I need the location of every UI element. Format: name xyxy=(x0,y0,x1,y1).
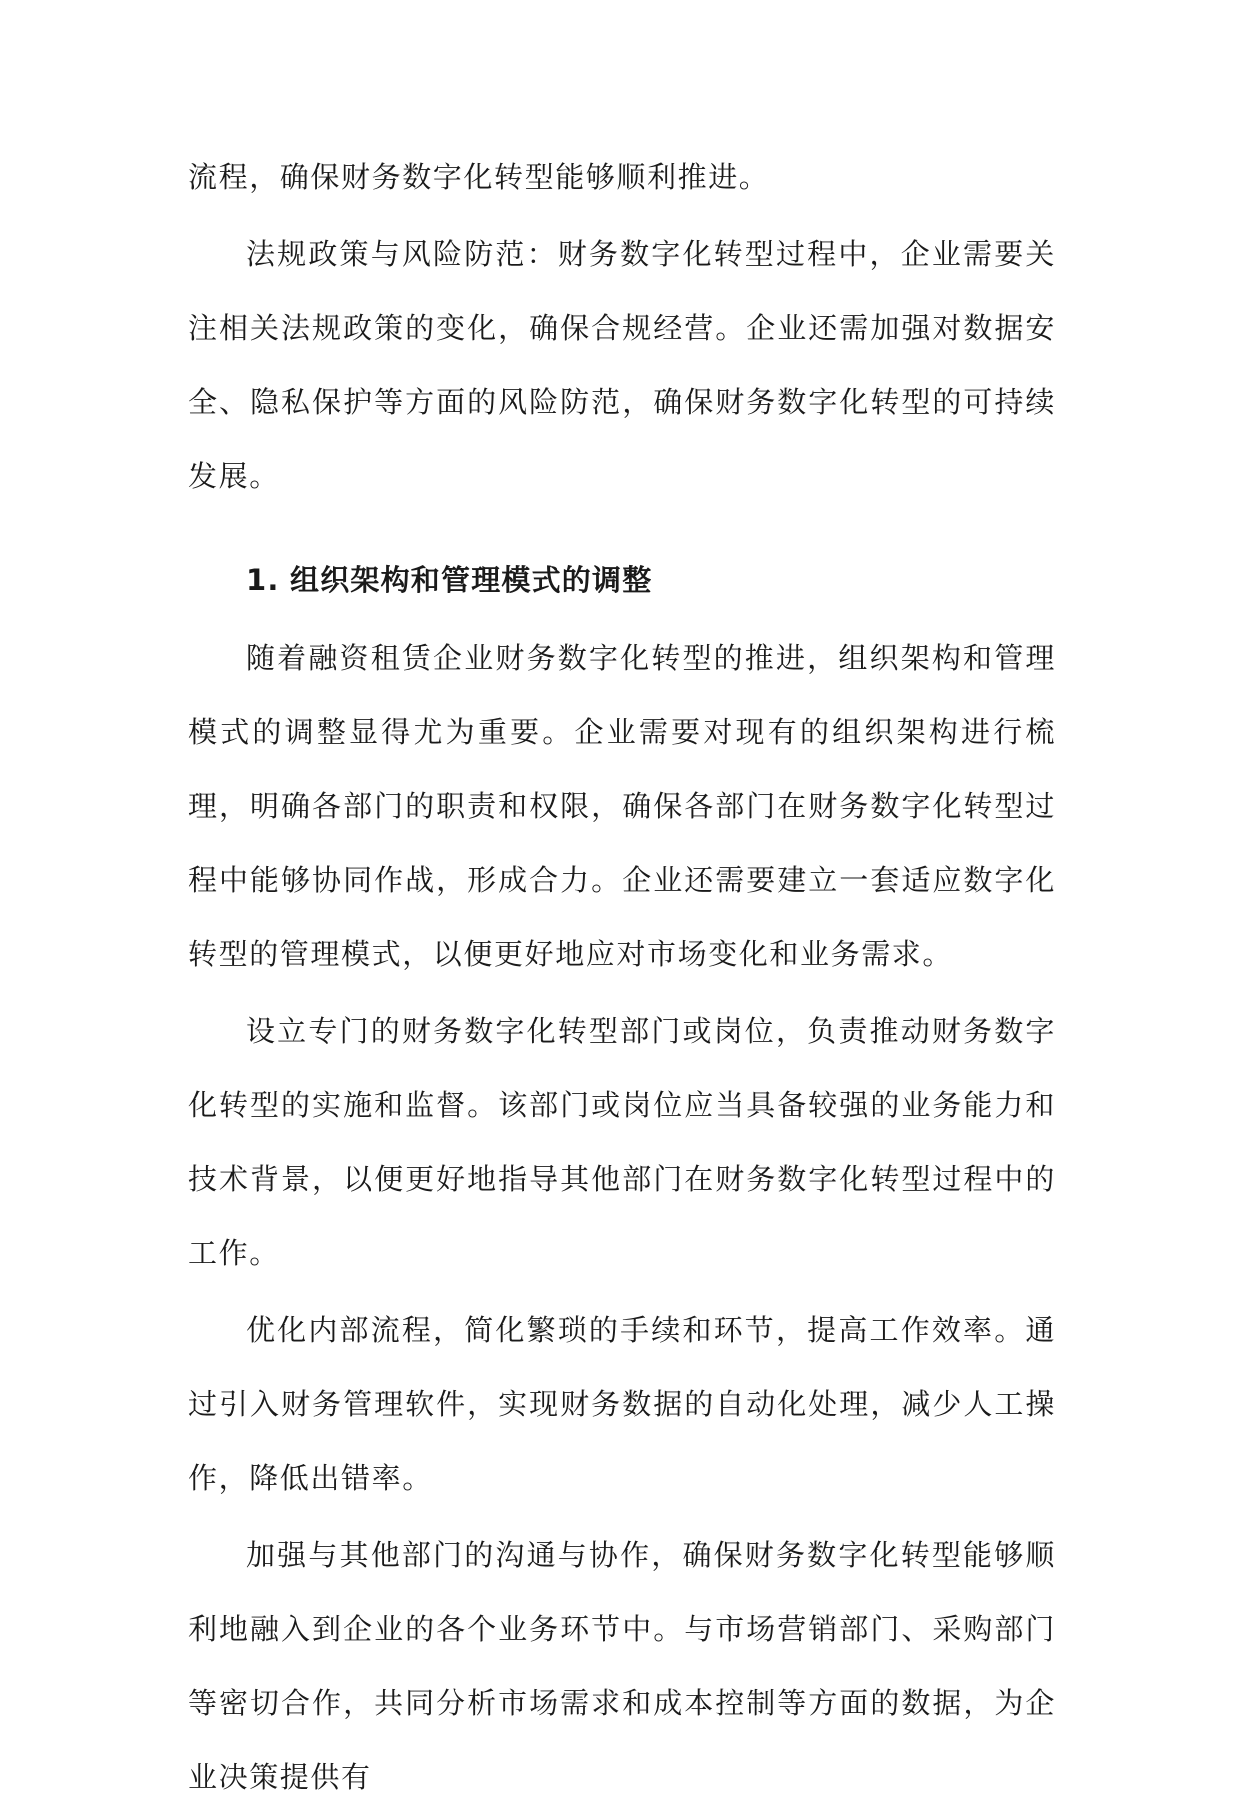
paragraph-dedicated-department: 设立专门的财务数字化转型部门或岗位，负责推动财务数字化转型的实施和监督。该部门或岗位应当具备较强的业务能力和技术背景，以便更好地指导其他部门在财务数字化转型过程中的工作。 xyxy=(188,1014,1056,1270)
paragraph-continuation: 流程，确保财务数字化转型能够顺利推进。 xyxy=(188,160,770,194)
paragraph-regulation-risk: 法规政策与风险防范：财务数字化转型过程中，企业需要关注相关法规政策的变化，确保合规经营。企业还需加强对数据安全、隐私保护等方面的风险防范，确保财务数字化转型的可持续发展。 xyxy=(188,237,1056,493)
paragraph-optimize-process: 优化内部流程，简化繁琐的手续和环节，提高工作效率。通过引入财务管理软件，实现财务数据的自动化处理，减少人工操作，降低出错率。 xyxy=(188,1313,1056,1495)
section-title: 组织架构和管理模式的调整 xyxy=(290,563,653,597)
paragraph-org-structure: 随着融资租赁企业财务数字化转型的推进，组织架构和管理模式的调整显得尤为重要。企业需要对现有的组织架构进行梳理，明确各部门的职责和权限，确保各部门在财务数字化转型过程中能够协同作战，形成合力。企业还需要建立一套适应数字化转型的管理模式，以便更好地应对市场变化和业务需求。 xyxy=(188,641,1056,971)
document-body xyxy=(188,140,1056,1814)
section-heading xyxy=(188,543,1056,617)
paragraph-cross-department: 加强与其他部门的沟通与协作，确保财务数字化转型能够顺利地融入到企业的各个业务环节中。与市场营销部门、采购部门等密切合作，共同分析市场需求和成本控制等方面的数据，为企业决策提供有 xyxy=(188,1538,1056,1794)
section-number: 1. xyxy=(246,563,280,597)
